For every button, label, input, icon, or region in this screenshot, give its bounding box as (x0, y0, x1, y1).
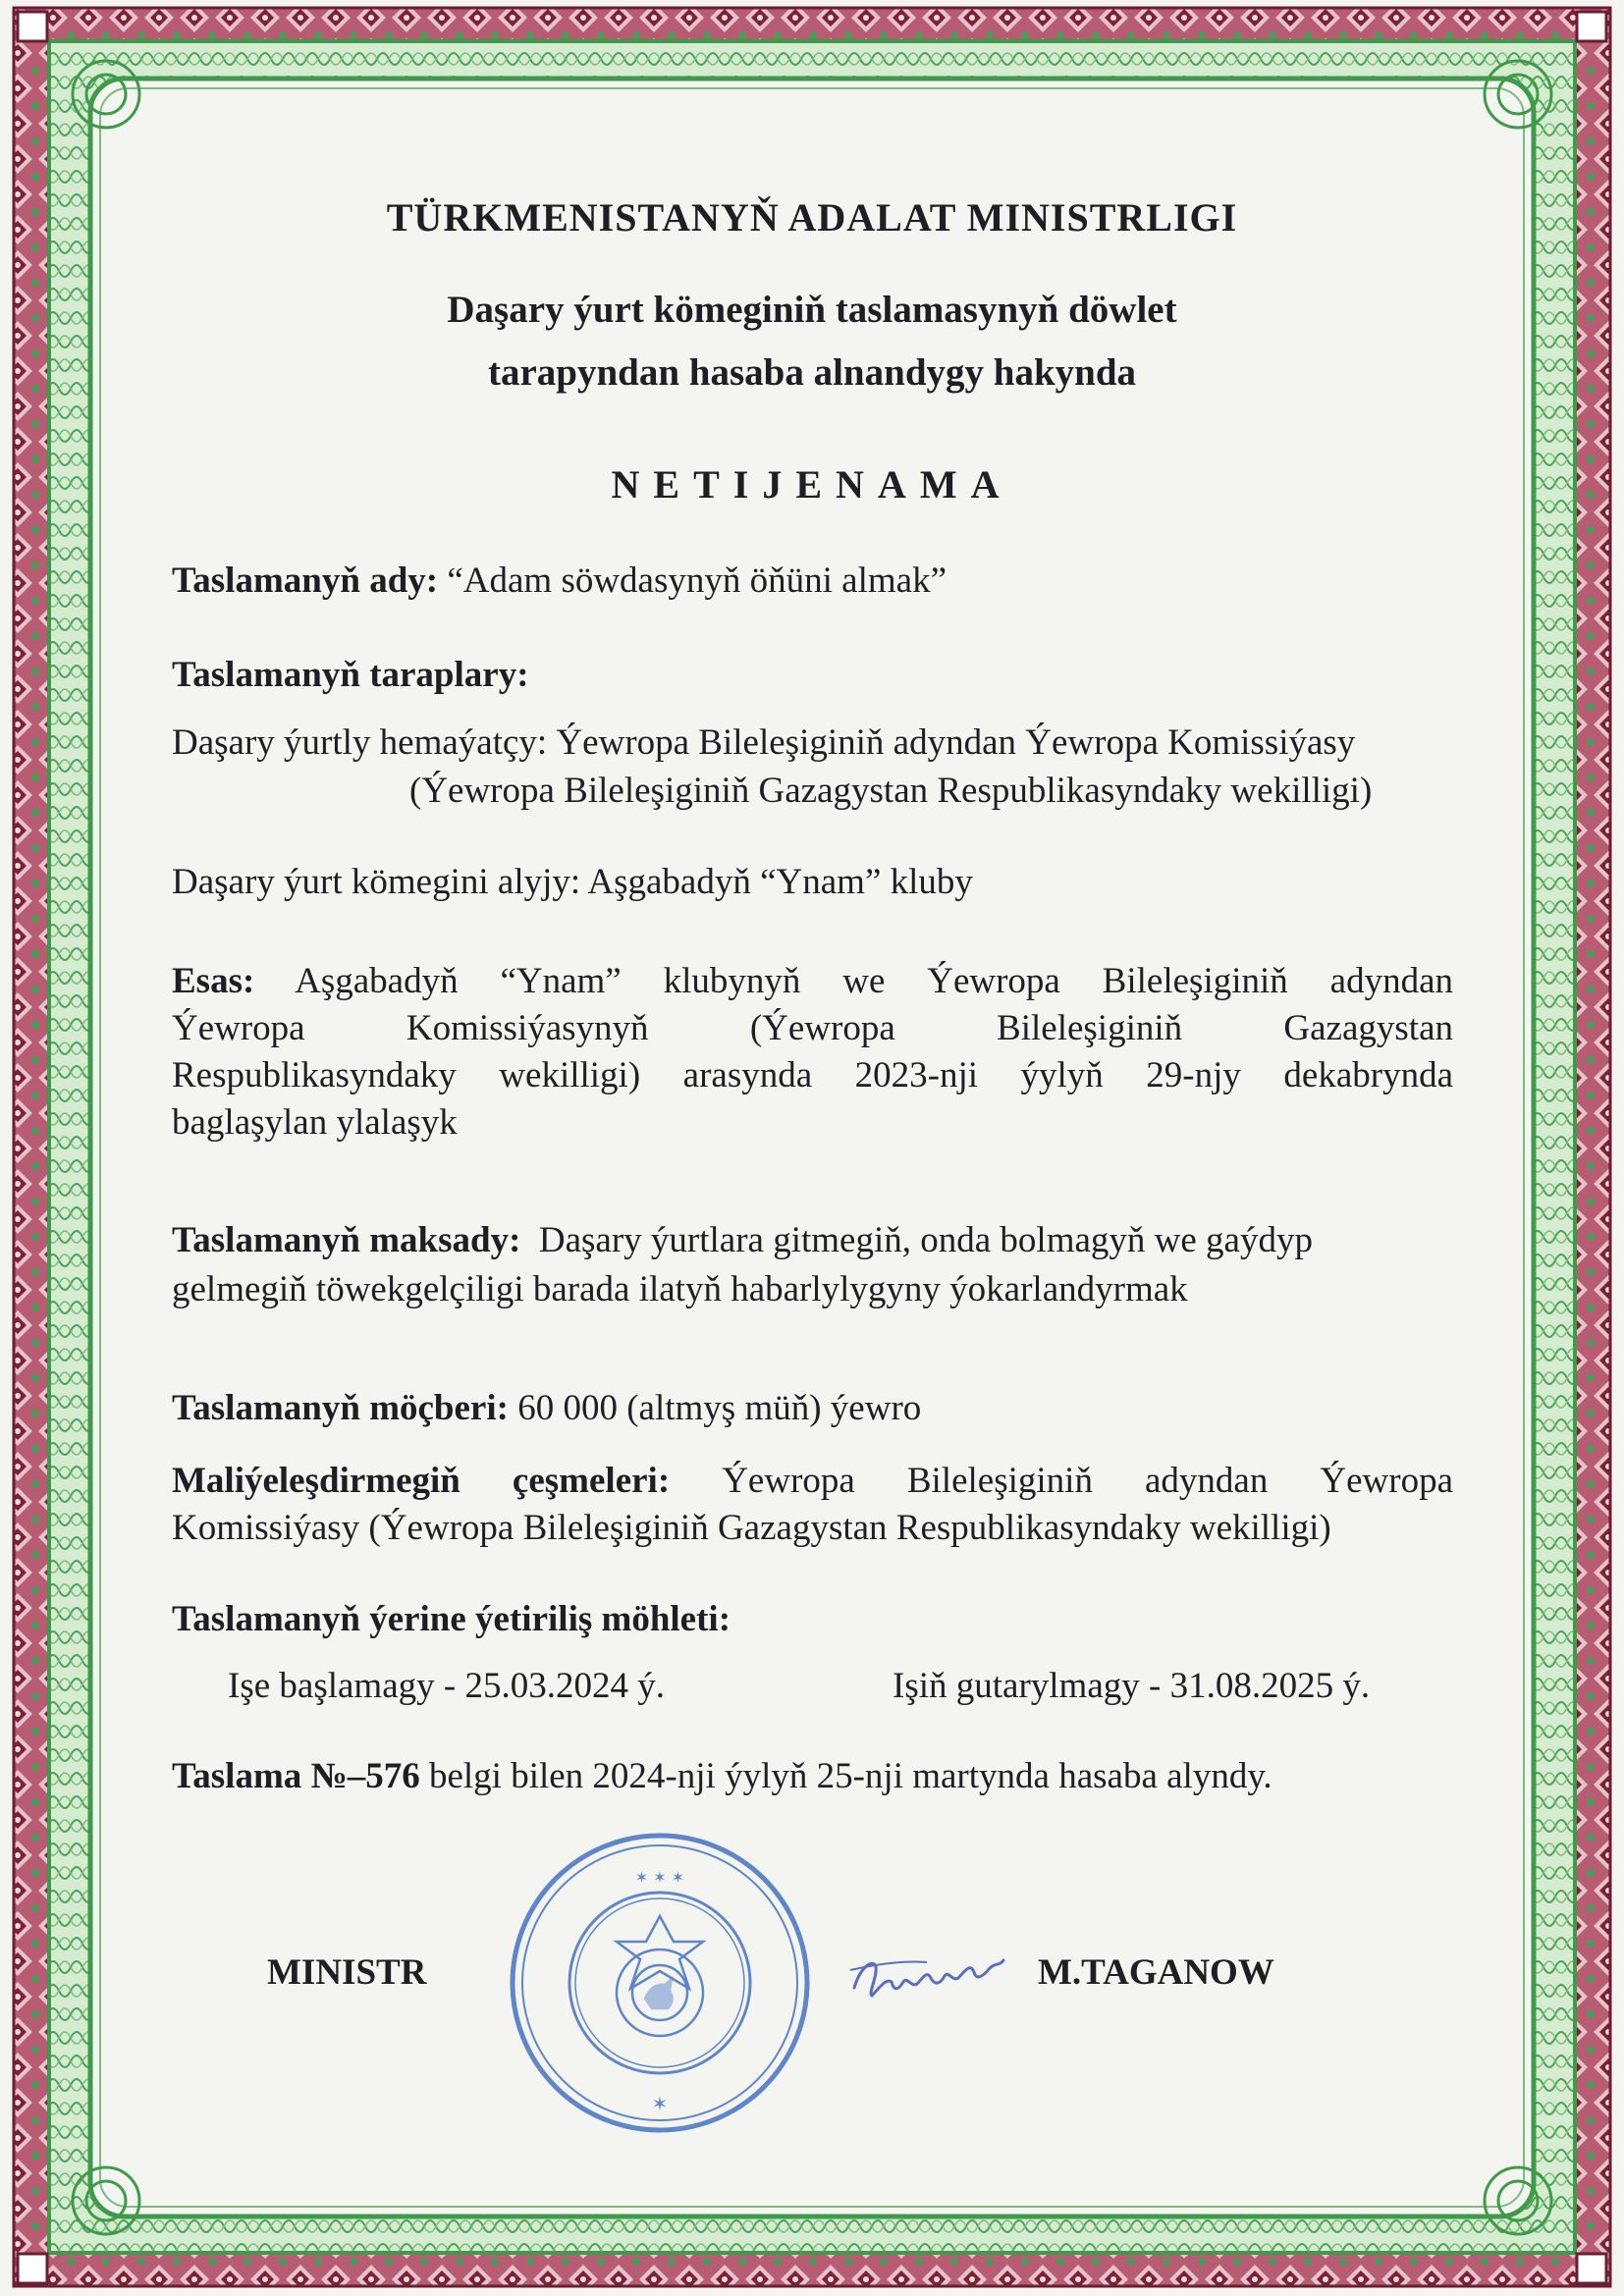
recipient-label: Daşary ýurt kömegini alyjy: (172, 862, 581, 902)
period-label: Taslamanyň ýerine ýetiriliş möhleti: (172, 1599, 731, 1639)
project-name-value: “Adam söwdasynyň öňüni almak” (447, 561, 947, 601)
goal-row (172, 1217, 1313, 1264)
basis-label: Esas: (172, 961, 255, 1001)
funding-text-1: Ýewropa Bileleşiginiň adyndan Ýewropa (722, 1461, 1453, 1501)
budget-label: Taslamanyň möçberi: (172, 1388, 509, 1428)
signatory-name: M.TAGANOW (1038, 1952, 1274, 1993)
goal-label: Taslamanyň maksady: (172, 1220, 521, 1260)
recipient-row (172, 859, 973, 906)
official-seal (503, 1826, 817, 2140)
goal-line-1: Daşary ýurtlara gitmegiň, onda bolmagyň we gaýdyp (538, 1220, 1313, 1260)
signatory-position: MINISTR (267, 1952, 427, 1993)
donor-value-line-2: (Ýewropa Bileleşiginiň Gazagystan Respublikasyndaky wekilligi) (409, 771, 1373, 811)
project-name-label: Taslamanyň ady: (172, 561, 439, 601)
svg-text:✶: ✶ (651, 2092, 669, 2115)
basis-line-2: Ýewropa Komissiýasynyň (Ýewropa Bileleşiginiň Gazagystan (172, 1008, 1453, 1048)
start-date: Işe başlamagy - 25.03.2024 ý. (228, 1666, 665, 1706)
basis-line-1 (172, 958, 1453, 1005)
document-type: NETIJENAMA (611, 462, 1013, 507)
minister-signature (846, 1949, 1013, 2007)
donor-label: Daşary ýurtly hemaýatçy: (172, 722, 548, 763)
funding-line-2: Komissiýasy (Ýewropa Bileleşiginiň Gazagystan Respublikasyndaky wekilligi) (172, 1508, 1331, 1548)
turkmenistan-emblem-icon (617, 1916, 703, 2036)
goal-line-2: gelmegiň töwekgelçiligi barada ilatyň habarlylygyny ýokarlandyrmak (172, 1269, 1188, 1309)
ministry-title: TÜRKMENISTANYŇ ADALAT MINISTRLIGI (386, 195, 1238, 240)
subtitle-line-1: Daşary ýurt kömeginiň taslamasynyň döwlet (447, 289, 1177, 331)
svg-text:✶ ✶ ✶: ✶ ✶ ✶ (634, 1868, 685, 1887)
registration-label: Taslama №–576 (172, 1756, 420, 1796)
registration-row (172, 1753, 1272, 1800)
donor-row (172, 720, 1355, 767)
donor-value-line-1: Ýewropa Bileleşiginiň adyndan Ýewropa Komissiýasy (556, 722, 1356, 763)
end-date: Işiň gutarylmagy - 31.08.2025 ý. (893, 1666, 1371, 1706)
subtitle-line-2: tarapyndan hasaba alnandygy hakynda (487, 351, 1137, 394)
budget-row (172, 1385, 921, 1432)
funding-label: Maliýeleşdirmegiň çeşmeleri: (172, 1461, 671, 1501)
budget-value: 60 000 (altmyş müň) ýewro (517, 1388, 922, 1428)
basis-line-4: baglaşylan ylalaşyk (172, 1102, 458, 1143)
funding-line-1 (172, 1458, 1453, 1505)
recipient-value: Aşgabadyň “Ynam” kluby (587, 862, 973, 902)
registration-text: belgi bilen 2024-nji ýylyň 25-nji martynda hasaba alyndy. (428, 1756, 1272, 1796)
parties-label: Taslamanyň taraplary: (172, 655, 529, 695)
basis-line-3: Respublikasyndaky wekilligi) arasynda 2023-nji ýylyň 29-njy dekabrynda (172, 1055, 1453, 1095)
basis-text-1: Aşgabadyň “Ynam” klubynyň we Ýewropa Bileleşiginiň adyndan (295, 961, 1453, 1001)
project-name (172, 558, 947, 605)
